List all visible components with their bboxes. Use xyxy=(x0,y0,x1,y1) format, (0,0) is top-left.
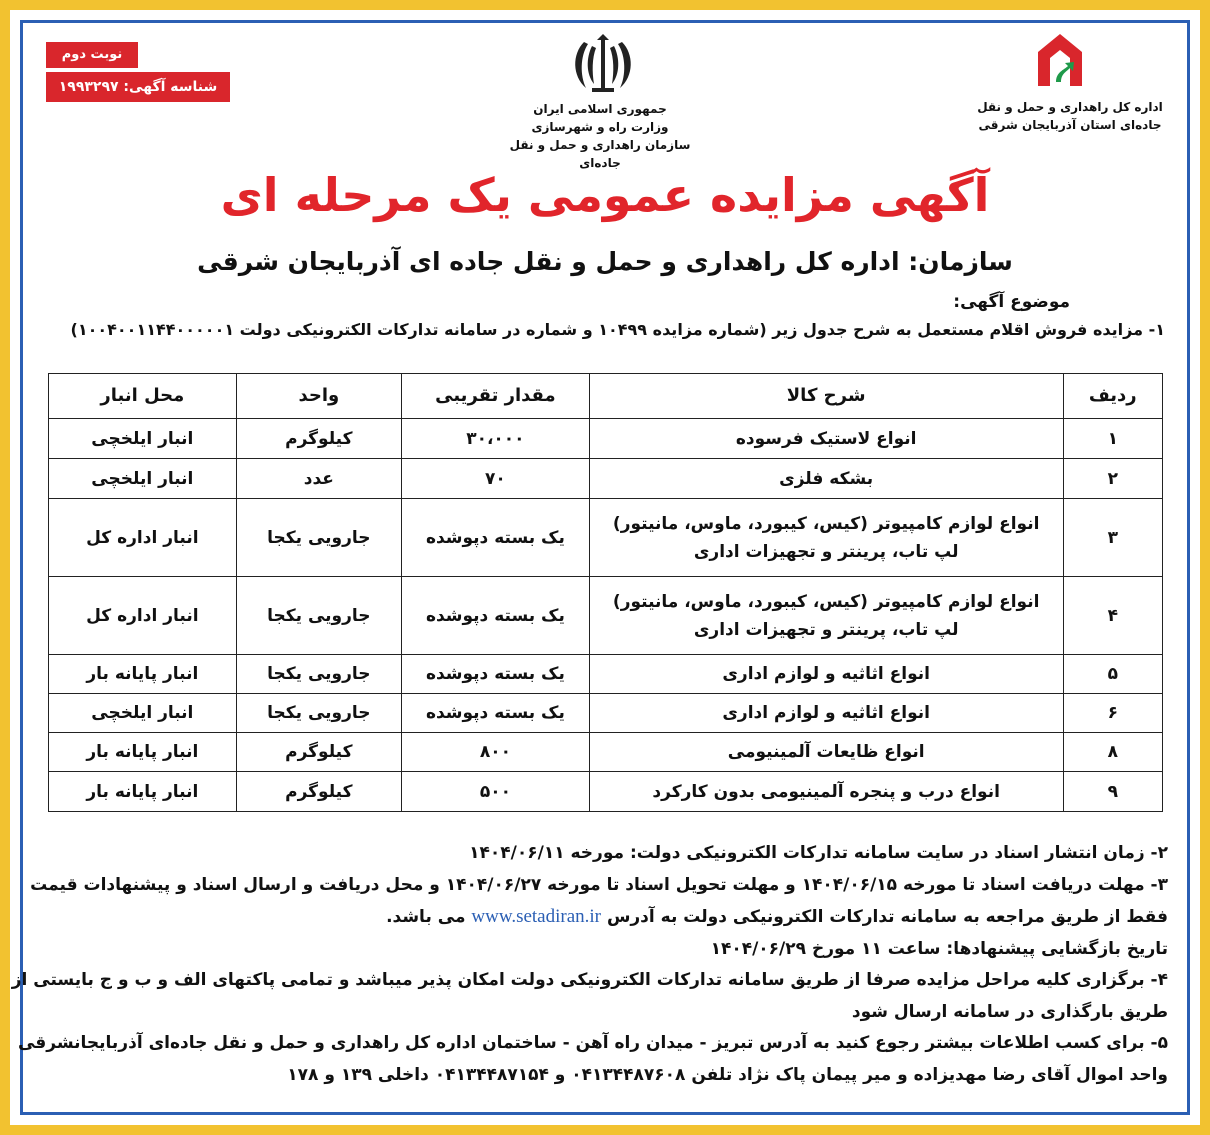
round-badge: نوبت دوم xyxy=(46,42,138,68)
notice-terms xyxy=(11,838,1168,1091)
org-name xyxy=(970,98,1170,134)
note-3-suffix: می باشد. xyxy=(386,907,466,927)
cell-row-no: ۵ xyxy=(1063,655,1162,694)
header-unit: واحد xyxy=(236,374,401,419)
cell-row-no: ۹ xyxy=(1063,772,1162,812)
cell-description xyxy=(589,499,1063,577)
note-5-line-1: ۵- برای کسب اطلاعات بیشتر رجوع کنید به آدرس تبریز - میدان راه آهن - ساختمان اداره کل راهداری و حمل و نقل جاده‌ای آذربایجانشرقی xyxy=(17,1033,1168,1053)
gov-line-3: سازمان راهداری و حمل و نقل جاده‌ای xyxy=(509,138,691,170)
desc-line: انواع لاستیک فرسوده xyxy=(735,428,917,449)
setadiran-link[interactable]: www.setadiran.ir xyxy=(471,906,602,927)
desc-line: انواع لوازم کامپیوتر (کیس، کیبورد، ماوس، مانیتور) xyxy=(612,513,1040,534)
organization-title: سازمان: اداره کل راهداری و حمل و نقل جاده ای آذربایجان شرقی xyxy=(197,247,1013,276)
desc-line: انواع لوازم کامپیوتر (کیس، کیبورد، ماوس، مانیتور) xyxy=(612,591,1040,612)
cell-unit: جارویی یکجا xyxy=(236,655,401,694)
table-row xyxy=(49,459,1163,499)
cell-location: انبار ایلخچی xyxy=(49,459,237,499)
note-3-line-2 xyxy=(38,901,1168,934)
cell-quantity: یک بسته دپوشده xyxy=(401,694,589,733)
desc-line: انواع درب و پنجره آلمینیومی بدون کارکرد xyxy=(652,781,1000,802)
note-2: ۲- زمان انتشار اسناد در سایت سامانه تدارکات الکترونیکی دولت: مورخه ۱۴۰۴/۰۶/۱۱ xyxy=(469,843,1168,863)
note-4-line-2: طریق بارگذاری در سامانه ارسال شود xyxy=(851,1001,1168,1022)
cell-unit: جارویی یکجا xyxy=(236,499,401,577)
cell-location: انبار پایانه بار xyxy=(49,655,237,694)
note-4-line-1: ۴- برگزاری کلیه مراحل مزایده صرفا از طریق سامانه تدارکات الکترونیکی دولت امکان پذیر میباشد و تمامی پاکتهای الف و ب و ج بایستی از xyxy=(11,970,1168,990)
rmto-logo-icon xyxy=(1030,30,1090,90)
note-5-line-2: واحد اموال آقای رضا مهدیزاده و میر پیمان پاک نژاد تلفن ۰۴۱۳۴۴۸۷۶۰۸ و ۰۴۱۳۴۴۸۷۱۵۴ داخلی ۱۳۹ و ۱۷۸ xyxy=(287,1064,1168,1085)
gov-line-1: جمهوری اسلامی ایران xyxy=(533,102,667,116)
desc-line-2: لپ تاب، پرینتر و تجهیزات اداری xyxy=(693,619,959,640)
cell-location: انبار پایانه بار xyxy=(49,733,237,772)
gov-line-2: وزارت راه و شهرسازی xyxy=(531,120,669,134)
cell-unit: جارویی یکجا xyxy=(236,694,401,733)
cell-quantity: یک بسته دپوشده xyxy=(401,577,589,655)
cell-description xyxy=(589,459,1063,499)
notice-id-badge: شناسه آگهی: ۱۹۹۳۲۹۷ xyxy=(46,72,230,102)
table-row xyxy=(49,772,1163,812)
header-row-no: ردیف xyxy=(1063,374,1162,419)
cell-row-no: ۸ xyxy=(1063,733,1162,772)
cell-row-no: ۶ xyxy=(1063,694,1162,733)
iran-emblem-icon xyxy=(570,32,636,98)
cell-description xyxy=(589,655,1063,694)
header-quantity: مقدار تقریبی xyxy=(401,374,589,419)
org-name-line-2: جاده‌ای استان آذربایجان شرقی xyxy=(978,118,1162,132)
cell-row-no: ۳ xyxy=(1063,499,1162,577)
header-description: شرح کالا xyxy=(589,374,1063,419)
cell-unit: کیلوگرم xyxy=(236,419,401,459)
table-row xyxy=(49,577,1163,655)
table-row xyxy=(49,733,1163,772)
cell-unit: کیلوگرم xyxy=(236,772,401,812)
cell-quantity: ۷۰ xyxy=(401,459,589,499)
table-row xyxy=(49,694,1163,733)
note-3-text: فقط از طریق مراجعه به سامانه تدارکات الکترونیکی دولت به آدرس xyxy=(606,907,1168,927)
cell-quantity: ۳۰،۰۰۰ xyxy=(401,419,589,459)
cell-unit: عدد xyxy=(236,459,401,499)
cell-unit: جارویی یکجا xyxy=(236,577,401,655)
cell-location: انبار پایانه بار xyxy=(49,772,237,812)
cell-location: انبار ایلخچی xyxy=(49,419,237,459)
cell-description xyxy=(589,733,1063,772)
table-row xyxy=(49,655,1163,694)
desc-line: انواع اثاثیه و لوازم اداری xyxy=(722,703,930,723)
notice-item-1: ۱- مزایده فروش اقلام مستعمل به شرح جدول زیر (شماره مزایده ۱۰۴۹۹ و شماره در سامانه تدارکات الکترونیکی دولت ۱۰۰۴۰۰۱۱۴۴۰۰۰۰۰۱) xyxy=(70,320,1165,339)
cell-quantity: ۸۰۰ xyxy=(401,733,589,772)
subject-label: موضوع آگهی: xyxy=(953,292,1070,312)
cell-row-no: ۲ xyxy=(1063,459,1162,499)
cell-location: انبار اداره کل xyxy=(49,577,237,655)
desc-line: انواع ظایعات آلمینیومی xyxy=(727,742,925,762)
table-row xyxy=(49,499,1163,577)
note-opening-date: تاریخ بازگشایی پیشنهادها: ساعت ۱۱ مورخ ۱۴۰۴/۰۶/۲۹ xyxy=(710,938,1168,959)
cell-quantity: یک بسته دپوشده xyxy=(401,655,589,694)
cell-description xyxy=(589,577,1063,655)
desc-line-2: لپ تاب، پرینتر و تجهیزات اداری xyxy=(693,541,959,562)
cell-quantity: ۵۰۰ xyxy=(401,772,589,812)
cell-quantity: یک بسته دپوشده xyxy=(401,499,589,577)
cell-description xyxy=(589,694,1063,733)
cell-location: انبار اداره کل xyxy=(49,499,237,577)
cell-description xyxy=(589,772,1063,812)
cell-row-no: ۱ xyxy=(1063,419,1162,459)
org-name-line-1: اداره کل راهداری و حمل و نقل xyxy=(977,100,1163,114)
cell-unit: کیلوگرم xyxy=(236,733,401,772)
table-header-row xyxy=(49,374,1163,419)
table-row xyxy=(49,419,1163,459)
desc-line: انواع اثاثیه و لوازم اداری xyxy=(722,664,930,684)
cell-row-no: ۴ xyxy=(1063,577,1162,655)
cell-description xyxy=(589,419,1063,459)
desc-line: بشکه فلزی xyxy=(779,468,874,489)
cell-location: انبار ایلخچی xyxy=(49,694,237,733)
note-3-line-1: ۳- مهلت دریافت اسناد تا مورخه ۱۴۰۴/۰۶/۱۵ و مهلت تحویل اسناد تا مورخه ۱۴۰۴/۰۶/۲۷ و محل دریافت و ارسال اسناد و پیشنهادات قیمت xyxy=(30,874,1168,895)
items-table xyxy=(48,373,1163,812)
page-title: آگهی مزایده عمومی یک مرحله ای xyxy=(220,168,990,222)
header-location: محل انبار xyxy=(49,374,237,419)
